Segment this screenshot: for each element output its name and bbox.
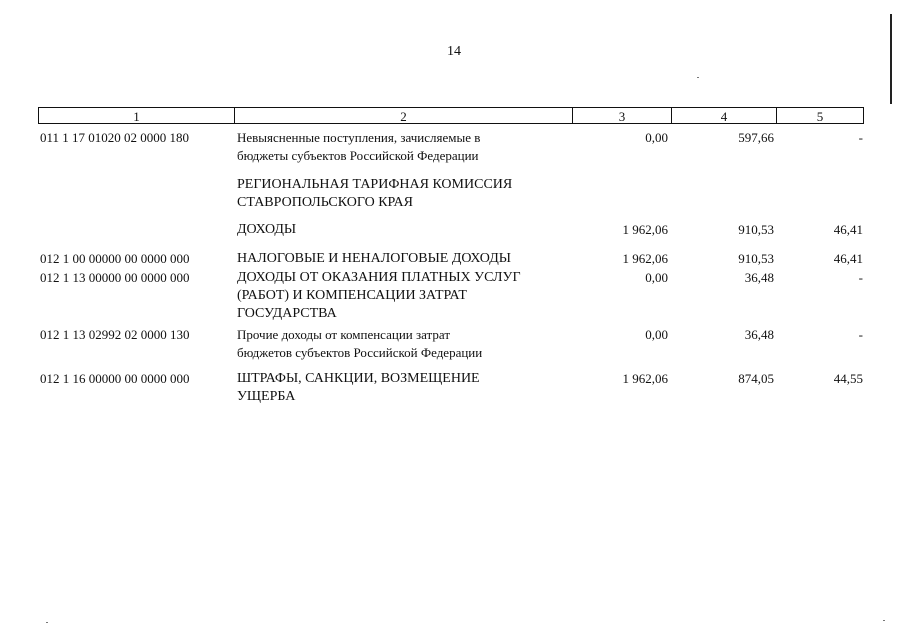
value-col-3: 1 962,06 — [622, 222, 668, 237]
value-col-5: - — [858, 327, 863, 342]
value-col-4: 910,53 — [738, 251, 774, 266]
row-code: 011 1 17 01020 02 0000 180 — [40, 130, 190, 145]
scan-speck — [697, 77, 699, 78]
row-code: 012 1 13 02992 02 0000 130 — [40, 327, 190, 342]
description-line: ДОХОДЫ ОТ ОКАЗАНИЯ ПЛАТНЫХ УСЛУГ — [237, 270, 521, 285]
description-line: СТАВРОПОЛЬСКОГО КРАЯ — [237, 195, 413, 210]
description-line: ДОХОДЫ — [237, 222, 297, 237]
value-col-5: 46,41 — [833, 251, 863, 266]
description-line: Прочие доходы от компенсации затрат — [237, 327, 451, 342]
description-line: ШТРАФЫ, САНКЦИИ, ВОЗМЕЩЕНИЕ — [237, 371, 480, 386]
value-col-3: 0,00 — [645, 270, 668, 285]
column-header-1: 1 — [38, 107, 235, 124]
row-code: 012 1 16 00000 00 0000 000 — [40, 371, 190, 386]
row-description — [237, 176, 567, 212]
value-col-3: 1 962,06 — [622, 251, 668, 266]
description-line: РЕГИОНАЛЬНАЯ ТАРИФНАЯ КОМИССИЯ — [237, 177, 513, 192]
scan-edge-mark — [890, 14, 892, 104]
value-col-4: 597,66 — [738, 130, 774, 145]
description-line: бюджеты субъектов Российской Федерации — [237, 148, 479, 163]
value-col-5: 46,41 — [833, 222, 863, 237]
description-line: бюджетов субъектов Российской Федерации — [237, 345, 483, 360]
column-header-2: 2 — [234, 107, 573, 124]
page-number: 14 — [447, 44, 461, 59]
description-line: НАЛОГОВЫЕ И НЕНАЛОГОВЫЕ ДОХОДЫ — [237, 251, 511, 266]
column-header-3: 3 — [572, 107, 672, 124]
value-col-3: 0,00 — [645, 130, 668, 145]
description-line: (РАБОТ) И КОМПЕНСАЦИИ ЗАТРАТ — [237, 288, 467, 303]
description-line: Невыясненные поступления, зачисляемые в — [237, 130, 481, 145]
column-header-5: 5 — [776, 107, 864, 124]
row-description — [237, 269, 567, 323]
value-col-4: 36,48 — [744, 327, 774, 342]
row-description — [237, 129, 567, 165]
value-col-3: 1 962,06 — [622, 371, 668, 386]
column-header-4: 4 — [671, 107, 777, 124]
description-line: УЩЕРБА — [237, 389, 296, 404]
value-col-4: 910,53 — [738, 222, 774, 237]
row-code: 012 1 00 00000 00 0000 000 — [40, 251, 190, 266]
row-description — [237, 370, 567, 406]
value-col-5: - — [858, 130, 863, 145]
row-description — [237, 221, 567, 239]
value-col-5: - — [858, 270, 863, 285]
value-col-5: 44,55 — [833, 371, 863, 386]
row-description — [237, 326, 567, 362]
scan-speck — [883, 620, 885, 621]
value-col-4: 874,05 — [738, 371, 774, 386]
row-description — [237, 250, 567, 268]
row-code: 012 1 13 00000 00 0000 000 — [40, 270, 190, 285]
value-col-4: 36,48 — [744, 270, 774, 285]
value-col-3: 0,00 — [645, 327, 668, 342]
scan-speck — [46, 622, 48, 623]
description-line: ГОСУДАРСТВА — [237, 306, 337, 321]
table-header — [38, 107, 864, 126]
